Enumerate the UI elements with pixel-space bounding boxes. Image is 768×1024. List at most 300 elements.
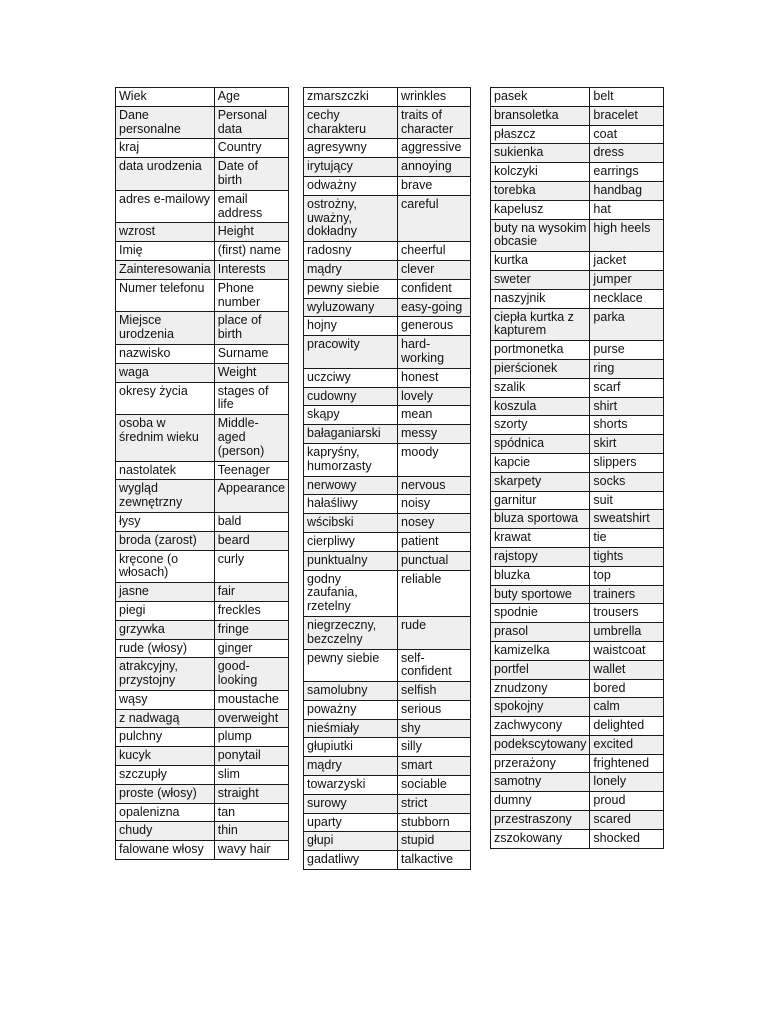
english-term: patient [398, 532, 471, 551]
polish-term: gadatliwy [304, 851, 398, 870]
english-term: calm [590, 698, 664, 717]
english-term: delighted [590, 717, 664, 736]
table-row [304, 682, 471, 701]
polish-term: pewny siebie [304, 649, 398, 682]
polish-term: chudy [116, 822, 215, 841]
vocab-table-body [491, 88, 664, 849]
polish-term: pierścionek [491, 359, 590, 378]
polish-term: Imię [116, 242, 215, 261]
polish-term: kurtka [491, 252, 590, 271]
table-row [116, 803, 289, 822]
polish-term: pasek [491, 88, 590, 107]
polish-term: wzrost [116, 223, 215, 242]
table-row [491, 829, 664, 848]
table-row [491, 435, 664, 454]
table-row [491, 378, 664, 397]
table-row [304, 649, 471, 682]
polish-term: kapelusz [491, 200, 590, 219]
table-row [491, 679, 664, 698]
polish-term: osoba w średnim wieku [116, 415, 215, 461]
english-term: clever [398, 260, 471, 279]
table-row [304, 425, 471, 444]
table-row [491, 252, 664, 271]
polish-term: bluzka [491, 566, 590, 585]
english-term: stubborn [398, 813, 471, 832]
table-row [491, 491, 664, 510]
english-term: noisy [398, 495, 471, 514]
table-row [491, 623, 664, 642]
english-term: waistcoat [590, 641, 664, 660]
table-row [304, 551, 471, 570]
table-row [304, 158, 471, 177]
table-row [304, 514, 471, 533]
english-term: fair [214, 583, 288, 602]
polish-term: hojny [304, 317, 398, 336]
polish-term: uczciwy [304, 368, 398, 387]
polish-term: przerażony [491, 754, 590, 773]
english-term: reliable [398, 570, 471, 616]
english-term: skirt [590, 435, 664, 454]
table-row [116, 690, 289, 709]
polish-term: nastolatek [116, 461, 215, 480]
english-term: hard-working [398, 336, 471, 369]
english-term: moody [398, 443, 471, 476]
english-term: purse [590, 341, 664, 360]
table-row [491, 200, 664, 219]
table-row [304, 738, 471, 757]
polish-term: buty na wysokim obcasie [491, 219, 590, 252]
table-row [116, 709, 289, 728]
table-row [491, 125, 664, 144]
polish-term: prasol [491, 623, 590, 642]
polish-term: krawat [491, 529, 590, 548]
english-term: slim [214, 766, 288, 785]
table-row [116, 190, 289, 223]
polish-term: kucyk [116, 747, 215, 766]
polish-term: jasne [116, 583, 215, 602]
english-term: Date of birth [214, 158, 288, 191]
english-term: lonely [590, 773, 664, 792]
table-row [116, 363, 289, 382]
polish-term: rajstopy [491, 547, 590, 566]
table-row [304, 700, 471, 719]
table-row [491, 416, 664, 435]
english-term: freckles [214, 601, 288, 620]
polish-term: bluza sportowa [491, 510, 590, 529]
polish-term: skarpety [491, 472, 590, 491]
table-row [304, 476, 471, 495]
polish-term: kraj [116, 139, 215, 158]
english-term: trainers [590, 585, 664, 604]
polish-term: dumny [491, 792, 590, 811]
table-row [304, 242, 471, 261]
table-row [491, 604, 664, 623]
polish-term: waga [116, 363, 215, 382]
polish-term: opalenizna [116, 803, 215, 822]
english-term: serious [398, 700, 471, 719]
polish-term: samolubny [304, 682, 398, 701]
table-row [304, 776, 471, 795]
polish-term: buty sportowe [491, 585, 590, 604]
table-row [491, 811, 664, 830]
english-term: tie [590, 529, 664, 548]
polish-term: adres e-mailowy [116, 190, 215, 223]
polish-term: wygląd zewnętrzny [116, 480, 215, 513]
polish-term: niegrzeczny, bezczelny [304, 616, 398, 649]
english-term: sociable [398, 776, 471, 795]
table-row [491, 529, 664, 548]
table-row [491, 308, 664, 341]
polish-term: kapcie [491, 453, 590, 472]
english-term: plump [214, 728, 288, 747]
table-row [491, 566, 664, 585]
english-term: strict [398, 794, 471, 813]
table-row [491, 754, 664, 773]
english-term: earrings [590, 163, 664, 182]
polish-term: nerwowy [304, 476, 398, 495]
polish-term: kamizelka [491, 641, 590, 660]
polish-term: data urodzenia [116, 158, 215, 191]
english-term: necklace [590, 289, 664, 308]
table-row [304, 317, 471, 336]
english-term: suit [590, 491, 664, 510]
table-row [116, 841, 289, 860]
english-term: beard [214, 531, 288, 550]
polish-term: skąpy [304, 406, 398, 425]
table-row [116, 106, 289, 139]
polish-term: cierpliwy [304, 532, 398, 551]
polish-term: odważny [304, 176, 398, 195]
polish-term: szalik [491, 378, 590, 397]
polish-term: torebka [491, 181, 590, 200]
polish-term: garnitur [491, 491, 590, 510]
table-row [116, 639, 289, 658]
table-row [116, 139, 289, 158]
english-term: wavy hair [214, 841, 288, 860]
table-row [491, 472, 664, 491]
table-row [116, 480, 289, 513]
table-row [304, 406, 471, 425]
english-term: email address [214, 190, 288, 223]
polish-term: broda (zarost) [116, 531, 215, 550]
english-term: frightened [590, 754, 664, 773]
polish-term: znudzony [491, 679, 590, 698]
table-row [304, 298, 471, 317]
english-term: self-confident [398, 649, 471, 682]
polish-term: pracowity [304, 336, 398, 369]
table-row [304, 832, 471, 851]
polish-term: kręcone (o włosach) [116, 550, 215, 583]
table-row [304, 532, 471, 551]
table-row [116, 461, 289, 480]
english-term: traits of character [398, 106, 471, 139]
polish-term: uparty [304, 813, 398, 832]
english-term: slippers [590, 453, 664, 472]
table-row [116, 415, 289, 461]
table-row [304, 757, 471, 776]
table-row [116, 728, 289, 747]
polish-term: spódnica [491, 435, 590, 454]
vocab-table-clothes-feelings [490, 87, 664, 849]
polish-term: koszula [491, 397, 590, 416]
polish-term: ostrożny, uważny, dokładny [304, 195, 398, 241]
polish-term: grzywka [116, 620, 215, 639]
table-row [116, 242, 289, 261]
english-term: proud [590, 792, 664, 811]
english-term: aggressive [398, 139, 471, 158]
english-term: punctual [398, 551, 471, 570]
table-row [491, 219, 664, 252]
table-row [491, 641, 664, 660]
table-row [116, 260, 289, 279]
table-row [491, 773, 664, 792]
polish-term: poważny [304, 700, 398, 719]
polish-term: płaszcz [491, 125, 590, 144]
table-row [491, 359, 664, 378]
english-term: careful [398, 195, 471, 241]
english-term: moustache [214, 690, 288, 709]
table-row [491, 181, 664, 200]
english-term: generous [398, 317, 471, 336]
english-term: coat [590, 125, 664, 144]
table-row [304, 616, 471, 649]
table-row [304, 279, 471, 298]
english-term: confident [398, 279, 471, 298]
table-row [116, 344, 289, 363]
table-row [116, 766, 289, 785]
english-term: smart [398, 757, 471, 776]
polish-term: cechy charakteru [304, 106, 398, 139]
table-row [304, 106, 471, 139]
polish-term: wścibski [304, 514, 398, 533]
english-term: Appearance [214, 480, 288, 513]
english-term: sweatshirt [590, 510, 664, 529]
table-row [491, 106, 664, 125]
english-term: thin [214, 822, 288, 841]
polish-term: rude (włosy) [116, 639, 215, 658]
polish-term: Zainteresowania [116, 260, 215, 279]
table-row [304, 570, 471, 616]
table-row [304, 851, 471, 870]
polish-term: głupiutki [304, 738, 398, 757]
polish-term: łysy [116, 512, 215, 531]
table-row [116, 512, 289, 531]
polish-term: irytujący [304, 158, 398, 177]
table-row [491, 510, 664, 529]
polish-term: punktualny [304, 551, 398, 570]
english-term: talkactive [398, 851, 471, 870]
table-row [116, 601, 289, 620]
vocab-table-personal [115, 87, 289, 860]
table-row [491, 341, 664, 360]
english-term: jumper [590, 270, 664, 289]
english-term: Phone number [214, 279, 288, 312]
polish-term: Dane personalne [116, 106, 215, 139]
polish-term: nieśmiały [304, 719, 398, 738]
english-term: tights [590, 547, 664, 566]
english-term: handbag [590, 181, 664, 200]
polish-term: pewny siebie [304, 279, 398, 298]
english-term: jacket [590, 252, 664, 271]
english-term: Height [214, 223, 288, 242]
english-term: cheerful [398, 242, 471, 261]
polish-term: z nadwagą [116, 709, 215, 728]
table-row [304, 443, 471, 476]
polish-term: bałaganiarski [304, 425, 398, 444]
polish-term: mądry [304, 757, 398, 776]
table-row [491, 289, 664, 308]
english-term: easy-going [398, 298, 471, 317]
english-term: rude [398, 616, 471, 649]
english-term: Middle-aged (person) [214, 415, 288, 461]
english-term: mean [398, 406, 471, 425]
english-term: high heels [590, 219, 664, 252]
english-term: ring [590, 359, 664, 378]
english-term: tan [214, 803, 288, 822]
polish-term: głupi [304, 832, 398, 851]
english-term: stages of life [214, 382, 288, 415]
polish-term: towarzyski [304, 776, 398, 795]
english-term: trousers [590, 604, 664, 623]
table-row [491, 88, 664, 107]
polish-term: przestraszony [491, 811, 590, 830]
english-term: bald [214, 512, 288, 531]
table-row [116, 583, 289, 602]
english-term: bracelet [590, 106, 664, 125]
english-term: honest [398, 368, 471, 387]
english-term: ponytail [214, 747, 288, 766]
english-term: Interests [214, 260, 288, 279]
english-term: Weight [214, 363, 288, 382]
english-term: umbrella [590, 623, 664, 642]
polish-term: Miejsce urodzenia [116, 312, 215, 345]
polish-term: portfel [491, 660, 590, 679]
english-term: dress [590, 144, 664, 163]
table-row [491, 717, 664, 736]
polish-term: zszokowany [491, 829, 590, 848]
table-row [116, 784, 289, 803]
table-row [491, 397, 664, 416]
english-term: (first) name [214, 242, 288, 261]
polish-term: sweter [491, 270, 590, 289]
table-row [491, 163, 664, 182]
table-row [304, 139, 471, 158]
english-term: bored [590, 679, 664, 698]
polish-term: zmarszczki [304, 88, 398, 107]
english-term: Personal data [214, 106, 288, 139]
table-row [491, 144, 664, 163]
english-term: Teenager [214, 461, 288, 480]
polish-term: surowy [304, 794, 398, 813]
english-term: good-looking [214, 658, 288, 691]
polish-term: cudowny [304, 387, 398, 406]
english-term: wrinkles [398, 88, 471, 107]
polish-term: szorty [491, 416, 590, 435]
polish-term: spodnie [491, 604, 590, 623]
english-term: shy [398, 719, 471, 738]
table-row [304, 260, 471, 279]
table-row [116, 223, 289, 242]
english-term: silly [398, 738, 471, 757]
table-row [116, 279, 289, 312]
english-term: straight [214, 784, 288, 803]
polish-term: szczupły [116, 766, 215, 785]
table-row [116, 658, 289, 691]
polish-term: ciepła kurtka z kapturem [491, 308, 590, 341]
polish-term: nazwisko [116, 344, 215, 363]
english-term: curly [214, 550, 288, 583]
polish-term: wyluzowany [304, 298, 398, 317]
english-term: belt [590, 88, 664, 107]
polish-term: Numer telefonu [116, 279, 215, 312]
table-row [491, 660, 664, 679]
english-term: overweight [214, 709, 288, 728]
table-row [491, 270, 664, 289]
polish-term: wąsy [116, 690, 215, 709]
table-row [304, 794, 471, 813]
english-term: ginger [214, 639, 288, 658]
vocab-table-body [116, 88, 289, 860]
english-term: shirt [590, 397, 664, 416]
table-row [116, 550, 289, 583]
polish-term: proste (włosy) [116, 784, 215, 803]
table-row [491, 698, 664, 717]
polish-term: hałaśliwy [304, 495, 398, 514]
polish-term: kapryśny, humorzasty [304, 443, 398, 476]
table-row [116, 822, 289, 841]
table-row [491, 547, 664, 566]
table-row [116, 531, 289, 550]
table-row [304, 368, 471, 387]
polish-term: mądry [304, 260, 398, 279]
table-row [491, 453, 664, 472]
table-row [116, 620, 289, 639]
english-term: parka [590, 308, 664, 341]
polish-term: okresy życia [116, 382, 215, 415]
table-row [491, 585, 664, 604]
polish-term: agresywny [304, 139, 398, 158]
english-term: messy [398, 425, 471, 444]
english-term: Age [214, 88, 288, 107]
english-term: Country [214, 139, 288, 158]
polish-term: sukienka [491, 144, 590, 163]
table-row [116, 747, 289, 766]
table-row [304, 495, 471, 514]
table-row [304, 387, 471, 406]
table-row [116, 312, 289, 345]
polish-term: atrakcyjny, przystojny [116, 658, 215, 691]
english-term: hat [590, 200, 664, 219]
english-term: socks [590, 472, 664, 491]
table-row [304, 813, 471, 832]
english-term: wallet [590, 660, 664, 679]
polish-term: bransoletka [491, 106, 590, 125]
english-term: scared [590, 811, 664, 830]
polish-term: portmonetka [491, 341, 590, 360]
english-term: nosey [398, 514, 471, 533]
table-row [304, 719, 471, 738]
polish-term: Wiek [116, 88, 215, 107]
english-term: shocked [590, 829, 664, 848]
polish-term: naszyjnik [491, 289, 590, 308]
polish-term: falowane włosy [116, 841, 215, 860]
vocab-table-character [303, 87, 471, 870]
table-row [304, 176, 471, 195]
table-row [116, 158, 289, 191]
table-row [304, 88, 471, 107]
english-term: excited [590, 735, 664, 754]
polish-term: spokojny [491, 698, 590, 717]
